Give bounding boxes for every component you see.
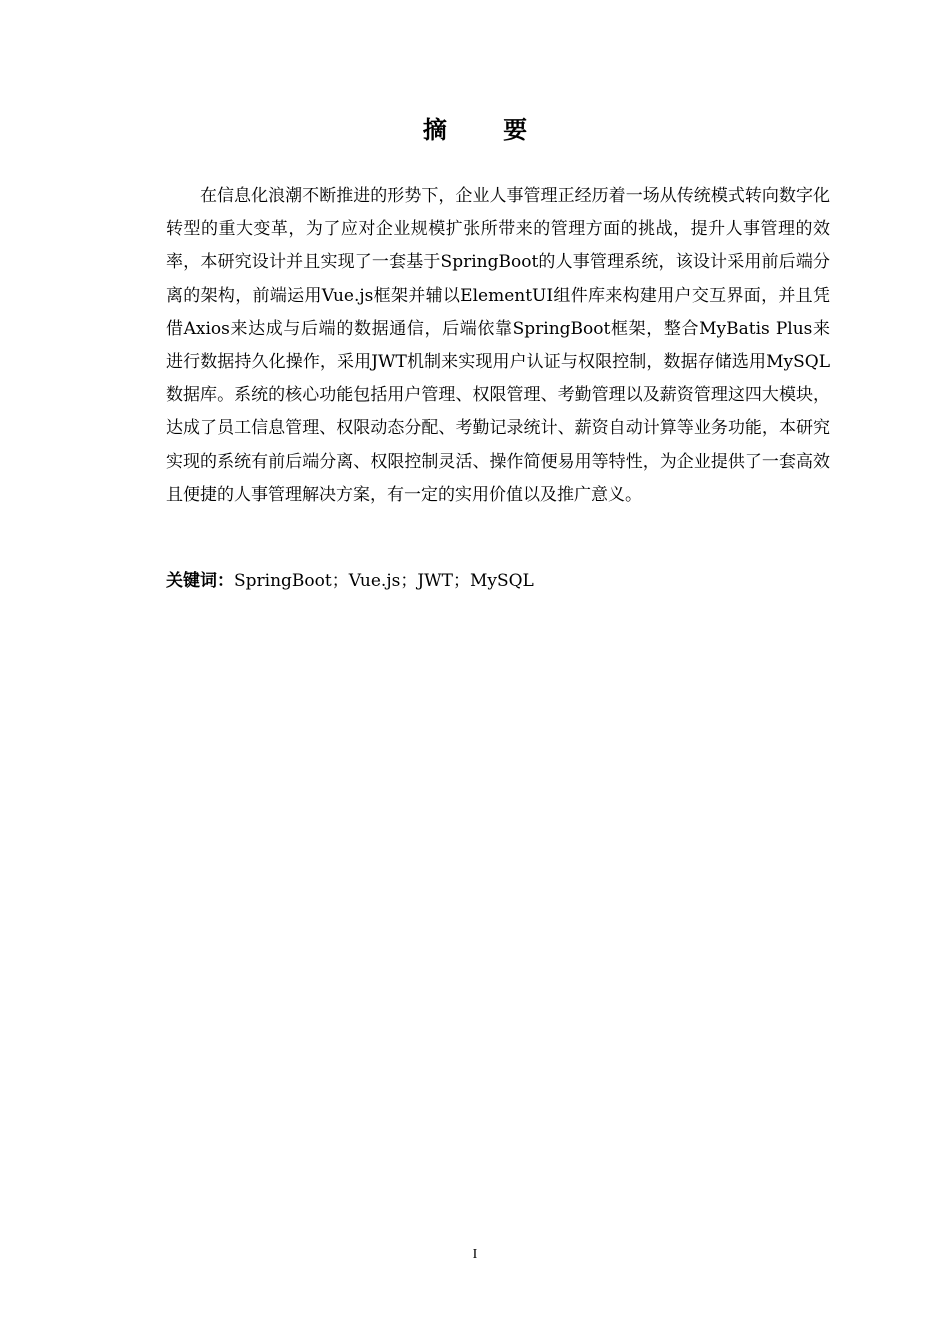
page-number: I xyxy=(472,1247,478,1262)
keywords-label: 关键词： xyxy=(166,571,234,591)
abstract-title: 摘 要 xyxy=(422,116,552,144)
abstract-paragraph: 在信息化浪潮不断推进的形势下，企业人事管理正经历着一场从传统模式转向数字化转型的重大变革，为了应对企业规模扩张所带来的管理方面的挑战，提升人事管理的效率，本研究设计并且实现了一套基于SpringBoot的人事管理系统，该设计采用前后端分离的架构，前端运用Vue.js框架并辅以ElementUI组件库来构建用户交互界面，并且凭借Axios来达成与后端的数据通信，后端依靠SpringBoot框架，整合MyBatis Plus来进行数据持久化操作，采用JWT机制来实现用户认证与权限控制，数据存储选用MySQL数据库。系统的核心功能包括用户管理、权限管理、考勤管理以及薪资管理这四大模块，达成了员工信息管理、权限动态分配、考勤记录统计、薪资自动计算等业务功能，本研究实现的系统有前后端分离、权限控制灵活、操作简便易用等特性，为企业提供了一套高效且便捷的人事管理解决方案，有一定的实用价值以及推广意义。 xyxy=(166,186,830,505)
keywords-text: SpringBoot；Vue.js；JWT；MySQL xyxy=(234,571,534,591)
keywords-line xyxy=(166,566,830,596)
